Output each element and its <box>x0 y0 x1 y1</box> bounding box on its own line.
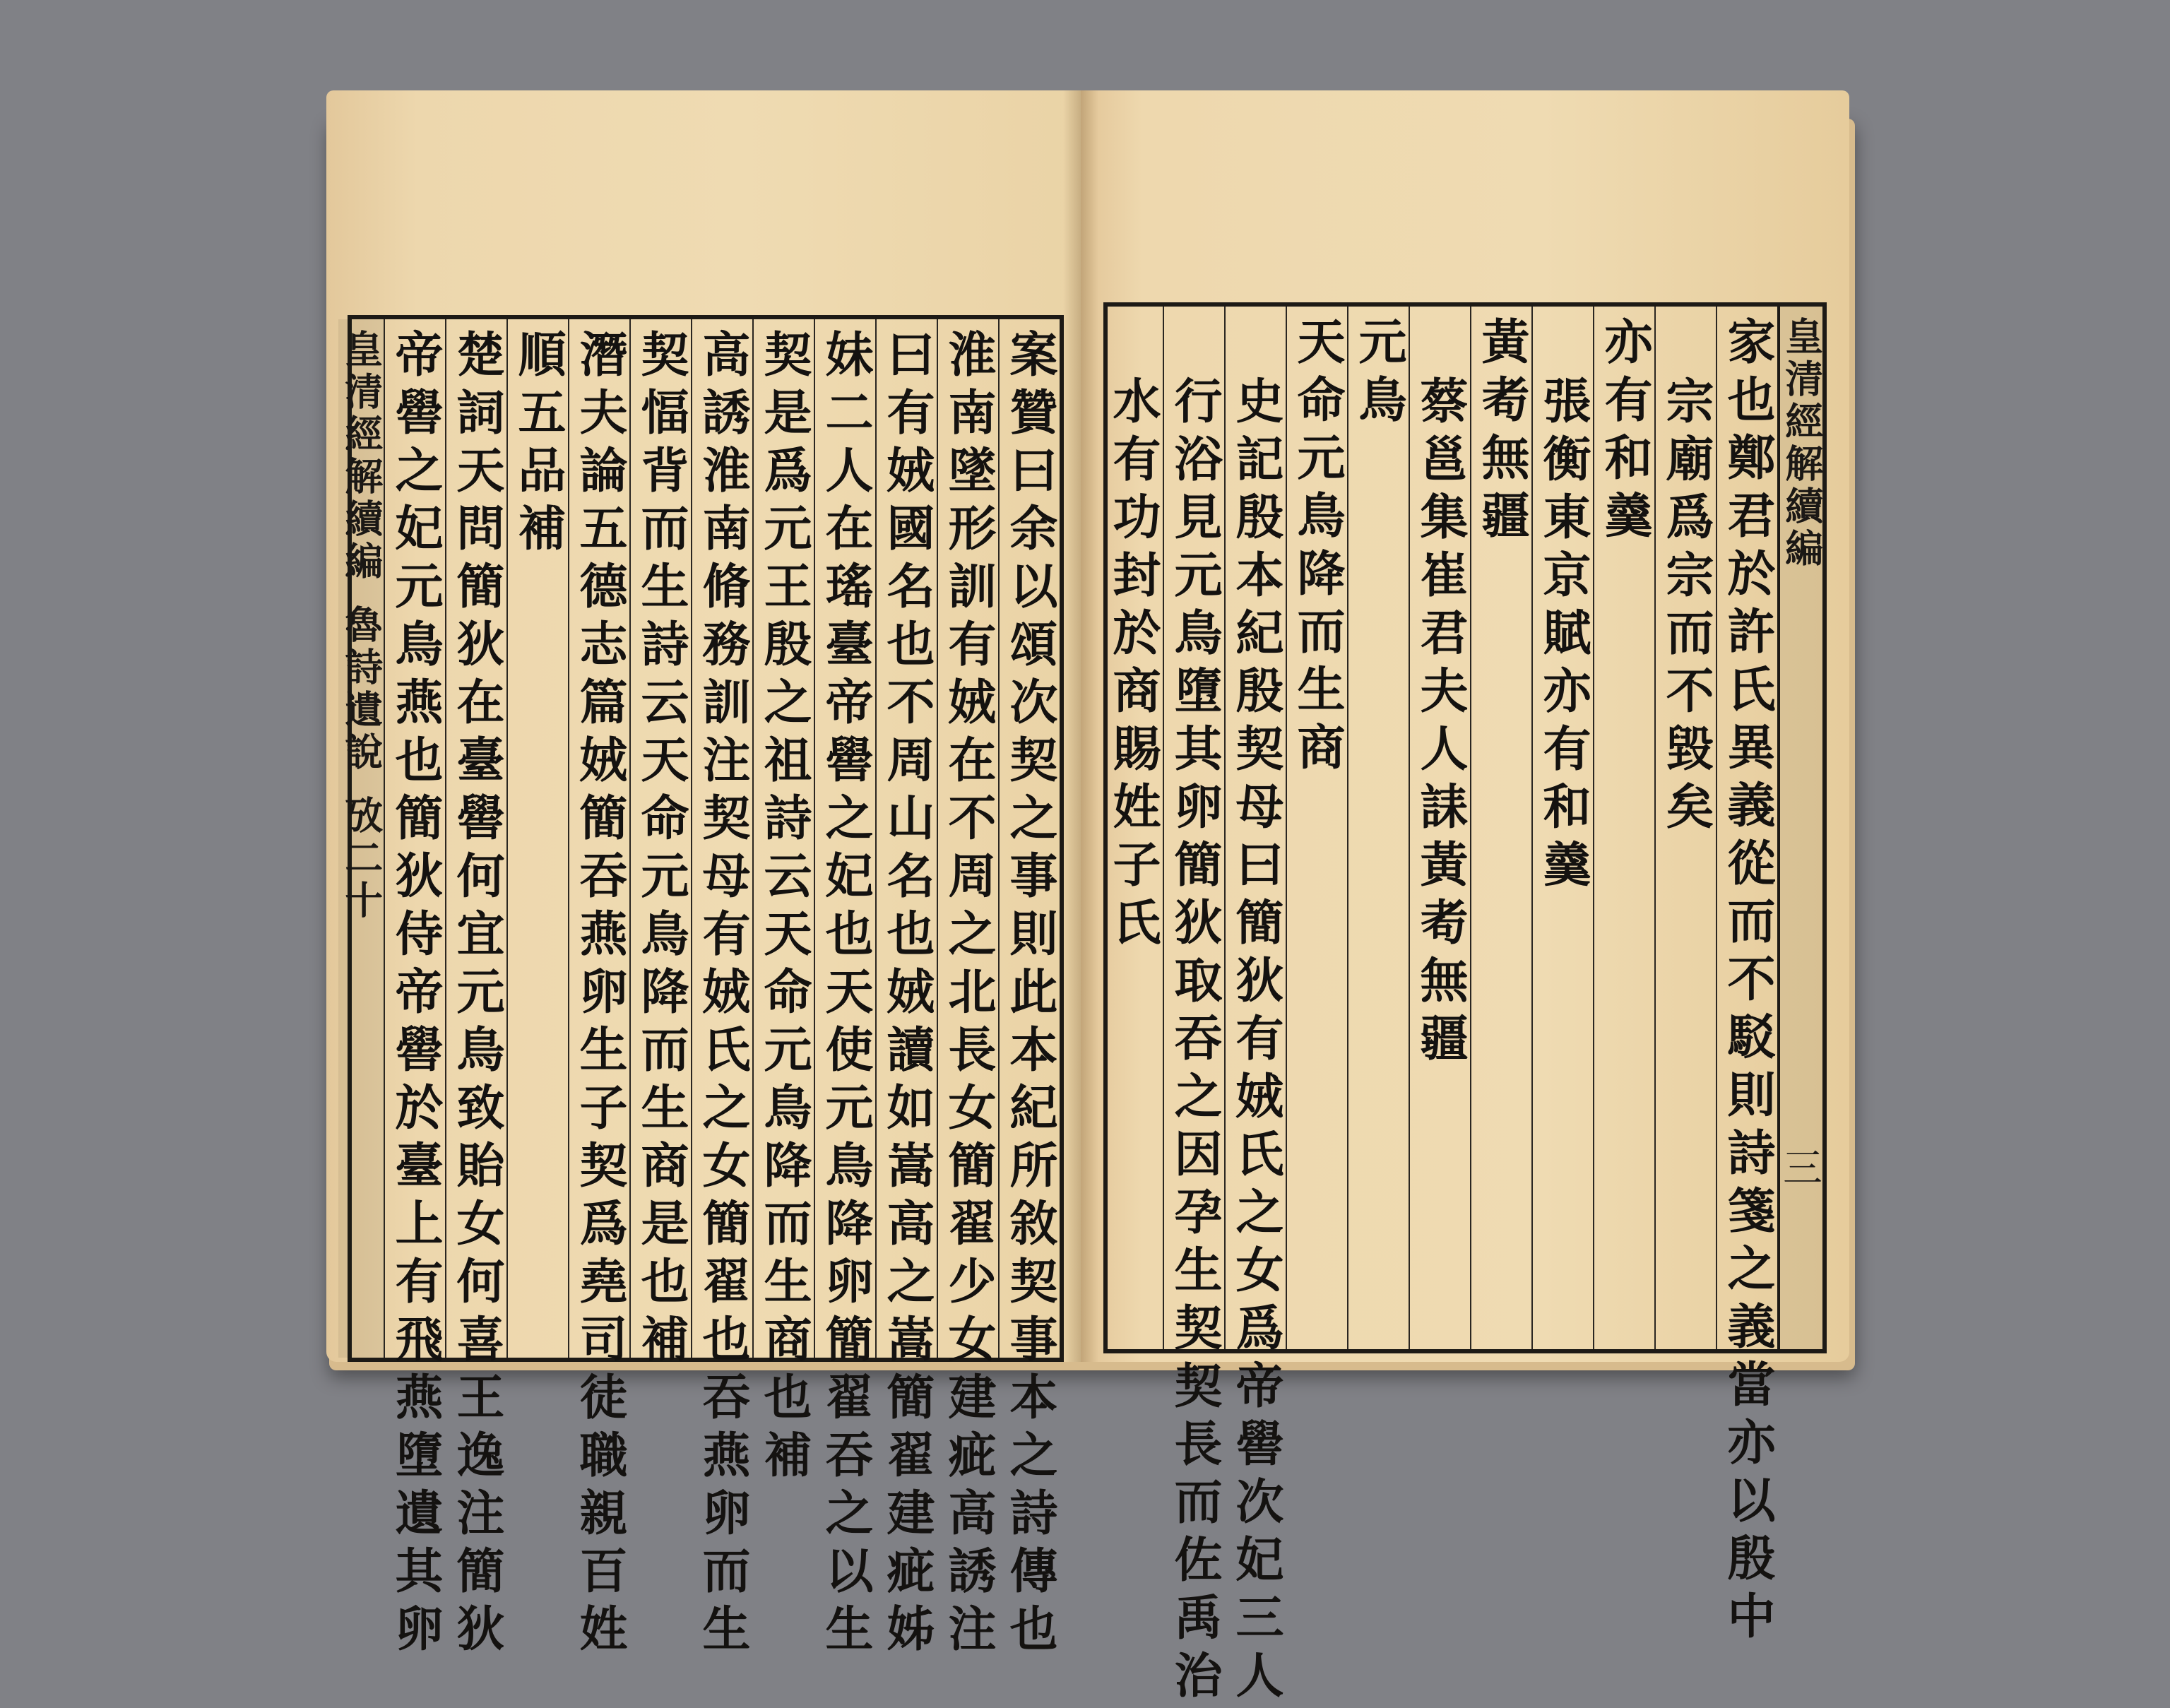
section-title-margin: 魯詩遺說 <box>338 605 384 774</box>
text-column: 契愊背而生詩云天命元鳥降而生商是也補 <box>633 329 689 1372</box>
right-text-frame <box>1103 302 1827 1708</box>
text-column: 行浴見元鳥墮其卵簡狄取吞之因孕生契契長而佐禹治 <box>1166 376 1223 1708</box>
text-column: 水有功封於商賜姓子氏 <box>1105 376 1161 955</box>
left-page <box>326 90 1081 1661</box>
text-column: 高誘淮南脩務訓注契母有娀氏之女簡翟也吞燕卵而生 <box>694 329 751 1661</box>
text-column: 史記殷本紀殷契母曰簡狄有娀氏之女爲帝嚳次妃三人 <box>1228 376 1284 1708</box>
right-page <box>1081 90 1849 1708</box>
text-column: 妹二人在瑤臺帝嚳之妃也天使元鳥降卵簡翟吞之以生 <box>817 329 874 1661</box>
text-column: 蔡邕集崔君夫人誄黃耇無疆 <box>1412 376 1469 1071</box>
text-column: 曰有娀國名也不周山名也娀讀如嵩高之嵩簡翟建疵姊 <box>879 329 935 1661</box>
left-text-frame <box>338 315 1064 1661</box>
left-center-margin <box>338 319 384 1358</box>
text-column: 順五品補 <box>510 329 567 561</box>
text-column: 楚詞天問簡狄在臺嚳何宜元鳥致貽女何喜王逸注簡狄 <box>449 329 505 1661</box>
text-column: 契是爲元王殷之祖詩云天命元鳥降而生商也補 <box>756 329 812 1488</box>
text-column: 張衡東京賦亦有和羹 <box>1535 376 1591 897</box>
text-column: 宗廟爲宗而不毀矣 <box>1658 376 1714 839</box>
book-gutter <box>1063 90 1098 1362</box>
text-column: 淮南墜形訓有娀在不周之北長女簡翟少女建疵高誘注 <box>940 329 997 1661</box>
text-column: 案贊曰余以頌次契之事則此本紀所敘契事本之詩傳也 <box>1002 329 1058 1661</box>
book-title-margin: 皇清經解續編 <box>1779 316 1825 571</box>
folio-number: 三 <box>1783 1146 1822 1192</box>
text-column: 帝嚳之妃元鳥燕也簡狄侍帝嚳於臺上有飛燕墮遺其卵 <box>387 329 444 1661</box>
book-title-margin: 皇清經解續編 <box>338 329 384 583</box>
text-column: 亦有和羹 <box>1596 316 1653 548</box>
text-column: 元鳥 <box>1351 316 1407 432</box>
text-column: 潛夫論五德志篇娀簡吞燕卵生子契爲堯司徒職親百姓 <box>571 329 628 1661</box>
text-column: 天命元鳥降而生商 <box>1289 316 1346 780</box>
text-column: 家也鄭君於許氏異義從而不駁則詩箋之義當亦以殷中 <box>1719 316 1776 1649</box>
right-center-margin <box>1777 307 1825 1349</box>
text-column: 黃耇無疆 <box>1474 316 1530 548</box>
folio-number: 攷二十 <box>338 795 384 923</box>
